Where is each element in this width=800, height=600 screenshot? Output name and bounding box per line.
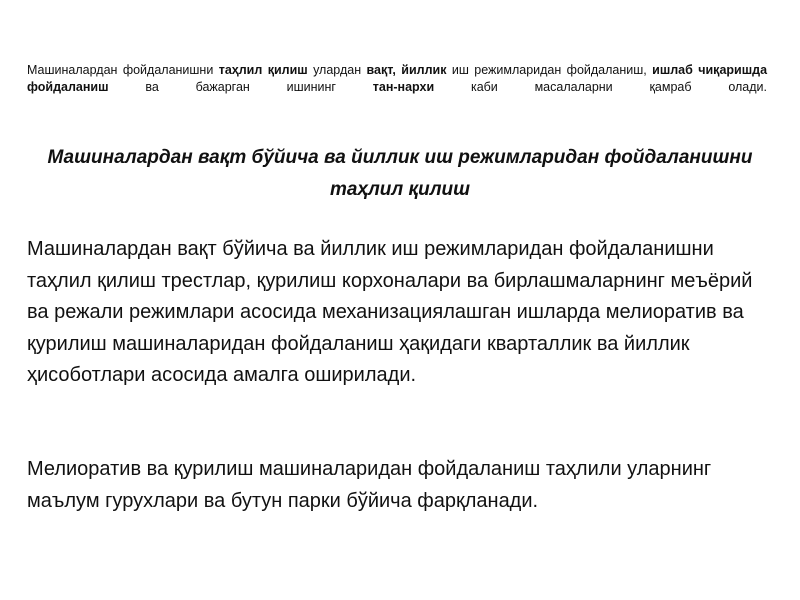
intro-text-2: улардан [307,63,367,77]
intro-text-1: Машиналардан фойдаланишни [27,63,219,77]
intro-text-4: ва бажарган ишининг [108,80,373,94]
intro-bold-analysis: таҳлил қилиш [218,63,308,77]
intro-text-3: иш режимларидан фойдаланиш, [446,63,653,77]
intro-bold-cost: тан-нархи [372,80,435,94]
intro-bold-production-use: ишлаб чиқаришда фойдаланиш [27,63,768,94]
intro-paragraph [27,62,767,96]
body-paragraph-2: Мелиоратив ва қурилиш машиналаридан фойдаланиш таҳлили уларнинг маълум гурухлари ва бутун парки бўйича фарқланади. [27,458,712,512]
section-title: Машиналардан вақт бўйича ва йиллик иш режимларидан фойдаланишни таҳлил қилиш [47,147,753,200]
body-paragraph-1: Машиналардан вақт бўйича ва йиллик иш режимларидан фойдаланишни таҳлил қилиш трестлар, қурилиш корхоналари ва бирлашмаларнинг меъёрий ва режали режимлари асосида механизациялашган ишларда мелиоратив ва қурилиш машиналаридан фойдаланиш ҳақидаги кварталлик ва йиллик ҳисоботлари асосида амалга оширилади. [27,238,753,386]
intro-bold-time-annual: вақт, йиллик [366,63,447,77]
intro-text-5: каби масалаларни қамраб олади. [434,80,767,94]
